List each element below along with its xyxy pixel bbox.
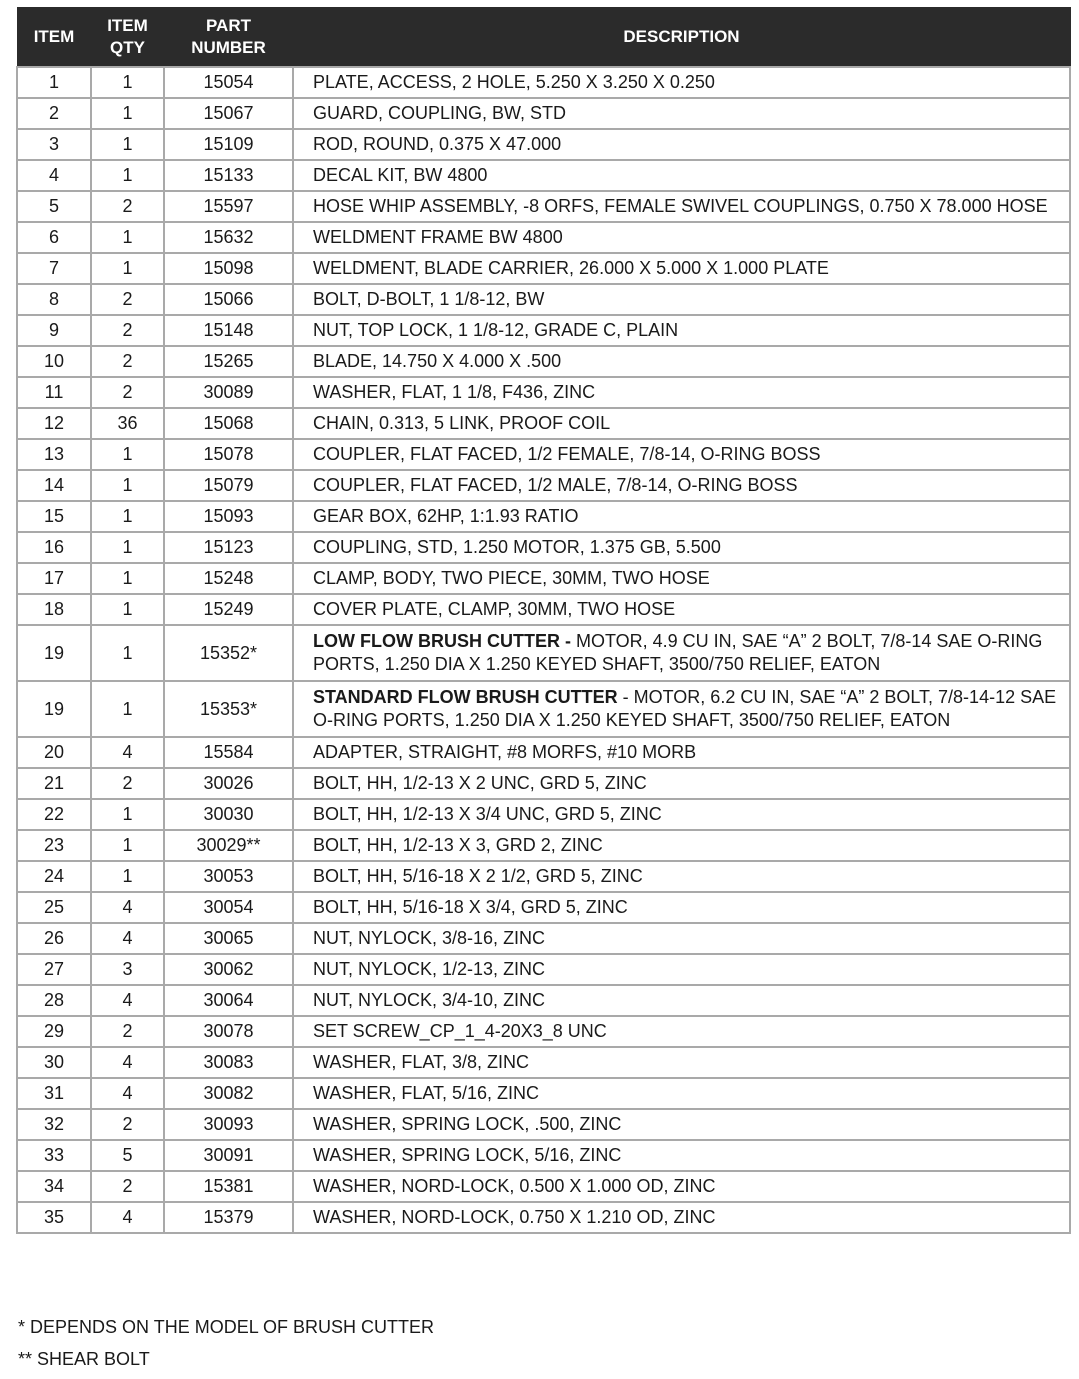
item-qty-cell: 5 [91,1140,164,1171]
table-row [17,594,1070,625]
part-number-cell: 15054 [164,67,293,98]
description-cell: CHAIN, 0.313, 5 LINK, PROOF COIL [293,408,1070,439]
item-qty-cell: 2 [91,191,164,222]
part-number-cell: 30082 [164,1078,293,1109]
part-number-cell: 15067 [164,98,293,129]
item-number-cell: 34 [17,1171,91,1202]
table-row [17,408,1070,439]
description-text: - MOTOR, 6.2 CU IN, SAE “A” 2 BOLT, 7/8-14-12 SAE O-RING PORTS, 1.250 DIA X 1.250 KEYED SHAFT, 3500/750 RELIEF, EATON [313,687,1057,730]
item-number-cell: 24 [17,861,91,892]
item-number-cell: 23 [17,830,91,861]
item-qty-cell: 1 [91,98,164,129]
table-row [17,625,1070,681]
item-number-cell: 18 [17,594,91,625]
item-number-cell: 14 [17,470,91,501]
header-description-label: DESCRIPTION [623,27,740,46]
part-number-cell: 30029** [164,830,293,861]
item-qty-cell: 4 [91,1047,164,1078]
item-qty-cell: 2 [91,1109,164,1140]
part-number-cell: 30093 [164,1109,293,1140]
description-cell: BOLT, HH, 1/2-13 X 3/4 UNC, GRD 5, ZINC [293,799,1070,830]
item-number-cell: 19 [17,681,91,737]
description-cell: WASHER, FLAT, 5/16, ZINC [293,1078,1070,1109]
item-number-cell: 10 [17,346,91,377]
item-number-cell: 17 [17,563,91,594]
part-number-cell: 15068 [164,408,293,439]
header-item-qty-line2: QTY [110,38,145,57]
item-qty-cell: 1 [91,253,164,284]
part-number-cell: 30030 [164,799,293,830]
table-row [17,1016,1070,1047]
header-item-qty-line1: ITEM [107,16,148,35]
description-cell: ROD, ROUND, 0.375 X 47.000 [293,129,1070,160]
item-number-cell: 32 [17,1109,91,1140]
table-row [17,681,1070,737]
item-number-cell: 9 [17,315,91,346]
table-row [17,892,1070,923]
item-qty-cell: 1 [91,625,164,681]
item-number-cell: 16 [17,532,91,563]
item-qty-cell: 2 [91,1016,164,1047]
item-number-cell: 4 [17,160,91,191]
part-number-cell: 15632 [164,222,293,253]
description-cell: WASHER, NORD-LOCK, 0.750 X 1.210 OD, ZINC [293,1202,1070,1233]
table-row [17,377,1070,408]
part-number-cell: 15123 [164,532,293,563]
table-row [17,67,1070,98]
table-row [17,985,1070,1016]
item-number-cell: 29 [17,1016,91,1047]
part-number-cell: 30078 [164,1016,293,1047]
item-qty-cell: 1 [91,470,164,501]
item-qty-cell: 36 [91,408,164,439]
table-row [17,861,1070,892]
table-row [17,1047,1070,1078]
item-qty-cell: 1 [91,129,164,160]
item-number-cell: 7 [17,253,91,284]
table-row [17,346,1070,377]
description-cell: BOLT, D-BOLT, 1 1/8-12, BW [293,284,1070,315]
description-cell: BOLT, HH, 1/2-13 X 2 UNC, GRD 5, ZINC [293,768,1070,799]
footnote-shear-bolt: ** SHEAR BOLT [18,1349,150,1369]
item-qty-cell: 2 [91,377,164,408]
item-number-cell: 2 [17,98,91,129]
item-qty-cell: 1 [91,799,164,830]
description-cell: WASHER, FLAT, 3/8, ZINC [293,1047,1070,1078]
part-number-cell: 30065 [164,923,293,954]
table-row [17,253,1070,284]
item-qty-cell: 1 [91,563,164,594]
item-qty-cell: 1 [91,222,164,253]
table-row [17,191,1070,222]
part-number-cell: 30091 [164,1140,293,1171]
item-qty-cell: 1 [91,830,164,861]
description-cell [293,625,1070,681]
parts-list [16,7,1069,1234]
item-number-cell: 26 [17,923,91,954]
description-cell: BLADE, 14.750 X 4.000 X .500 [293,346,1070,377]
description-cell: NUT, NYLOCK, 1/2-13, ZINC [293,954,1070,985]
description-cell: COVER PLATE, CLAMP, 30MM, TWO HOSE [293,594,1070,625]
item-number-cell: 31 [17,1078,91,1109]
part-number-cell: 15353* [164,681,293,737]
item-qty-cell: 4 [91,1202,164,1233]
item-number-cell: 33 [17,1140,91,1171]
part-number-cell: 15352* [164,625,293,681]
table-row [17,1171,1070,1202]
table-row [17,439,1070,470]
part-number-cell: 30053 [164,861,293,892]
description-cell: CLAMP, BODY, TWO PIECE, 30MM, TWO HOSE [293,563,1070,594]
item-qty-cell: 1 [91,67,164,98]
item-qty-cell: 1 [91,532,164,563]
item-qty-cell: 2 [91,768,164,799]
item-qty-cell: 4 [91,1078,164,1109]
part-number-cell: 15379 [164,1202,293,1233]
description-cell: COUPLING, STD, 1.250 MOTOR, 1.375 GB, 5.500 [293,532,1070,563]
description-cell: BOLT, HH, 5/16-18 X 3/4, GRD 5, ZINC [293,892,1070,923]
description-text: MOTOR, 4.9 CU IN, SAE “A” 2 BOLT, 7/8-14 SAE O-RING PORTS, 1.250 DIA X 1.250 KEYED SHAFT, 3500/750 RELIEF, EATON [313,631,1043,674]
item-number-cell: 6 [17,222,91,253]
item-qty-cell: 4 [91,892,164,923]
part-number-cell: 15133 [164,160,293,191]
part-number-cell: 15078 [164,439,293,470]
item-number-cell: 3 [17,129,91,160]
description-cell: WASHER, NORD-LOCK, 0.500 X 1.000 OD, ZINC [293,1171,1070,1202]
item-number-cell: 28 [17,985,91,1016]
description-cell: WASHER, SPRING LOCK, .500, ZINC [293,1109,1070,1140]
item-qty-cell: 1 [91,439,164,470]
description-cell: WELDMENT, BLADE CARRIER, 26.000 X 5.000 X 1.000 PLATE [293,253,1070,284]
header-item [17,8,91,68]
part-number-cell: 30026 [164,768,293,799]
item-number-cell: 1 [17,67,91,98]
part-number-cell: 15584 [164,737,293,768]
description-cell: WASHER, FLAT, 1 1/8, F436, ZINC [293,377,1070,408]
part-number-cell: 15265 [164,346,293,377]
item-qty-cell: 2 [91,346,164,377]
item-qty-cell: 1 [91,861,164,892]
description-cell: PLATE, ACCESS, 2 HOLE, 5.250 X 3.250 X 0.250 [293,67,1070,98]
part-number-cell: 15597 [164,191,293,222]
item-number-cell: 12 [17,408,91,439]
item-number-cell: 30 [17,1047,91,1078]
table-row [17,737,1070,768]
header-part-number [164,8,293,68]
description-cell: NUT, NYLOCK, 3/4-10, ZINC [293,985,1070,1016]
part-number-cell: 15381 [164,1171,293,1202]
description-cell: DECAL KIT, BW 4800 [293,160,1070,191]
part-number-cell: 15148 [164,315,293,346]
table-row [17,98,1070,129]
description-cell: COUPLER, FLAT FACED, 1/2 FEMALE, 7/8-14, O-RING BOSS [293,439,1070,470]
table-row [17,315,1070,346]
table-row [17,830,1070,861]
item-qty-cell: 2 [91,284,164,315]
item-qty-cell: 2 [91,1171,164,1202]
header-description [293,8,1070,68]
item-qty-cell: 4 [91,923,164,954]
part-number-cell: 15109 [164,129,293,160]
header-item-qty [91,8,164,68]
table-row [17,501,1070,532]
item-number-cell: 22 [17,799,91,830]
header-part-number-line2: NUMBER [191,38,266,57]
table-row [17,1109,1070,1140]
description-cell: NUT, TOP LOCK, 1 1/8-12, GRADE C, PLAIN [293,315,1070,346]
table-row [17,768,1070,799]
description-bold-label: LOW FLOW BRUSH CUTTER - [313,631,571,651]
part-number-cell: 15066 [164,284,293,315]
table-row [17,470,1070,501]
table-row [17,1140,1070,1171]
table-row [17,799,1070,830]
description-cell: SET SCREW_CP_1_4-20X3_8 UNC [293,1016,1070,1047]
item-number-cell: 5 [17,191,91,222]
header-part-number-line1: PART [205,16,251,35]
table-row [17,129,1070,160]
table-header-row [17,8,1070,68]
footnote-depends: * DEPENDS ON THE MODEL OF BRUSH CUTTER [18,1317,435,1337]
part-number-cell: 15093 [164,501,293,532]
table-row [17,160,1070,191]
part-number-cell: 30064 [164,985,293,1016]
part-number-cell: 15248 [164,563,293,594]
item-qty-cell: 1 [91,160,164,191]
item-number-cell: 20 [17,737,91,768]
table-row [17,563,1070,594]
parts-table [16,7,1071,1234]
description-bold-label: STANDARD FLOW BRUSH CUTTER [313,687,618,707]
part-number-cell: 30054 [164,892,293,923]
description-cell: HOSE WHIP ASSEMBLY, -8 ORFS, FEMALE SWIVEL COUPLINGS, 0.750 X 78.000 HOSE [293,191,1070,222]
item-number-cell: 27 [17,954,91,985]
part-number-cell: 15249 [164,594,293,625]
item-number-cell: 35 [17,1202,91,1233]
description-cell: GUARD, COUPLING, BW, STD [293,98,1070,129]
table-row [17,222,1070,253]
item-number-cell: 21 [17,768,91,799]
description-cell [293,681,1070,737]
item-number-cell: 19 [17,625,91,681]
part-number-cell: 15098 [164,253,293,284]
part-number-cell: 15079 [164,470,293,501]
part-number-cell: 30062 [164,954,293,985]
header-item-label: ITEM [33,27,75,46]
description-cell: WELDMENT FRAME BW 4800 [293,222,1070,253]
table-row [17,1202,1070,1233]
table-row [17,1078,1070,1109]
item-number-cell: 13 [17,439,91,470]
item-qty-cell: 1 [91,681,164,737]
description-cell: NUT, NYLOCK, 3/8-16, ZINC [293,923,1070,954]
item-qty-cell: 2 [91,315,164,346]
description-cell: BOLT, HH, 5/16-18 X 2 1/2, GRD 5, ZINC [293,861,1070,892]
item-qty-cell: 1 [91,501,164,532]
description-cell: WASHER, SPRING LOCK, 5/16, ZINC [293,1140,1070,1171]
item-number-cell: 8 [17,284,91,315]
item-number-cell: 25 [17,892,91,923]
table-body [17,67,1070,1233]
part-number-cell: 30083 [164,1047,293,1078]
description-cell: GEAR BOX, 62HP, 1:1.93 RATIO [293,501,1070,532]
description-cell: BOLT, HH, 1/2-13 X 3, GRD 2, ZINC [293,830,1070,861]
description-cell: ADAPTER, STRAIGHT, #8 MORFS, #10 MORB [293,737,1070,768]
table-row [17,284,1070,315]
table-row [17,954,1070,985]
item-qty-cell: 1 [91,594,164,625]
item-number-cell: 11 [17,377,91,408]
description-cell: COUPLER, FLAT FACED, 1/2 MALE, 7/8-14, O-RING BOSS [293,470,1070,501]
part-number-cell: 30089 [164,377,293,408]
item-qty-cell: 3 [91,954,164,985]
table-row [17,532,1070,563]
item-qty-cell: 4 [91,985,164,1016]
item-number-cell: 15 [17,501,91,532]
table-row [17,923,1070,954]
item-qty-cell: 4 [91,737,164,768]
